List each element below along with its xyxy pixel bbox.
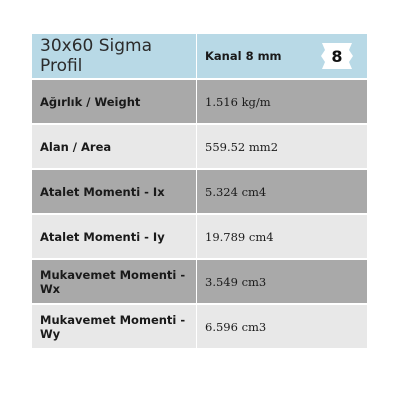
channel-size-badge	[319, 41, 355, 71]
profile-title: 30x60 Sigma Profil	[32, 34, 197, 78]
property-label: Ağırlık / Weight	[32, 80, 197, 123]
property-value: 3.549 cm3	[205, 274, 267, 289]
property-label: Mukavemet Momenti - Wx	[32, 260, 197, 303]
channel-cell	[197, 34, 367, 78]
table-row	[32, 258, 367, 303]
property-label: Atalet Momenti - Ix	[32, 170, 197, 213]
table-row	[32, 213, 367, 258]
table-row	[32, 123, 367, 168]
table-row	[32, 303, 367, 348]
badge-number: 8	[331, 46, 343, 66]
property-value: 5.324 cm4	[205, 184, 267, 199]
property-value: 19.789 cm4	[205, 229, 274, 244]
spec-table	[32, 34, 367, 348]
property-label: Mukavemet Momenti - Wy	[32, 305, 197, 348]
property-value: 1.516 kg/m	[205, 94, 271, 109]
property-label: Atalet Momenti - Iy	[32, 215, 197, 258]
table-row	[32, 168, 367, 213]
table-header	[32, 34, 367, 78]
table-row	[32, 78, 367, 123]
property-label: Alan / Area	[32, 125, 197, 168]
channel-label: Kanal 8 mm	[205, 49, 282, 63]
property-value: 559.52 mm2	[205, 139, 279, 154]
property-value: 6.596 cm3	[205, 319, 267, 334]
